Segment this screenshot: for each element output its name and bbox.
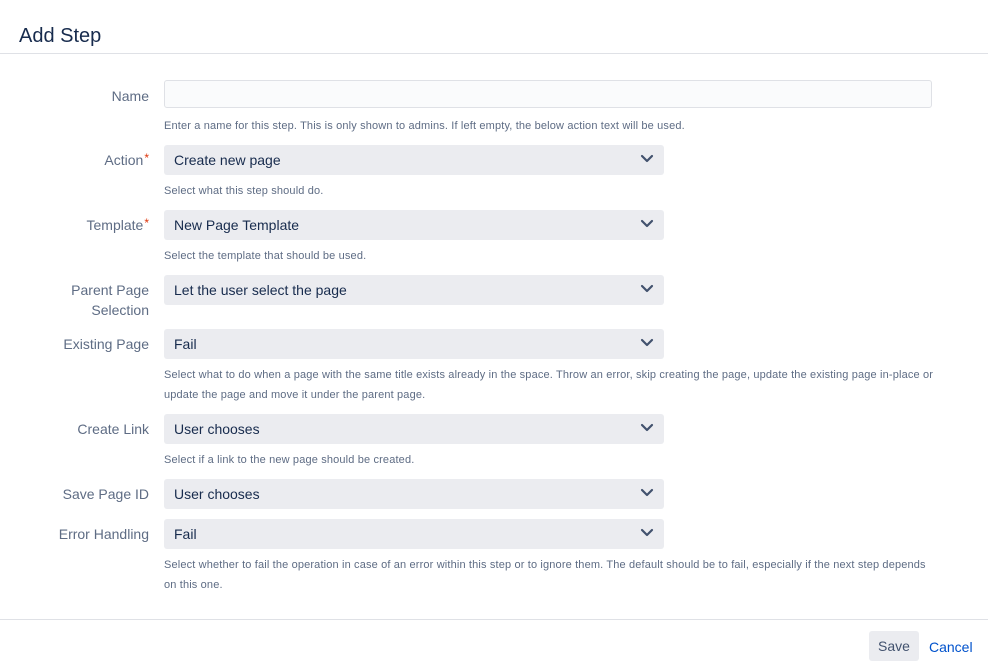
parent-page-select-value: Let the user select the page (174, 282, 347, 298)
parent-page-selection-select[interactable] (164, 275, 664, 305)
create-link-help: Select if a link to the new page should be created. (164, 454, 415, 466)
create-link-label: Create Link (77, 421, 149, 437)
chevron-down-icon (640, 284, 654, 294)
save-button[interactable]: Save (869, 631, 919, 661)
existing-page-label: Existing Page (63, 336, 149, 352)
create-link-select[interactable] (164, 414, 664, 444)
action-select-value: Create new page (174, 152, 281, 168)
save-page-id-label: Save Page ID (62, 486, 149, 502)
action-label: Action* (104, 151, 149, 168)
chevron-down-icon (640, 219, 654, 229)
existing-page-select[interactable] (164, 329, 664, 359)
parent-page-label-line1: Parent Page (71, 282, 149, 298)
required-marker: * (144, 151, 149, 165)
chevron-down-icon (640, 338, 654, 348)
required-marker: * (144, 216, 149, 230)
template-help: Select the template that should be used. (164, 250, 367, 262)
dialog-title: Add Step (19, 25, 102, 47)
template-select[interactable] (164, 210, 664, 240)
action-select[interactable] (164, 145, 664, 175)
create-link-select-value: User chooses (174, 421, 260, 437)
action-help: Select what this step should do. (164, 185, 324, 197)
save-page-id-select[interactable] (164, 479, 664, 509)
chevron-down-icon (640, 154, 654, 164)
chevron-down-icon (640, 528, 654, 538)
chevron-down-icon (640, 423, 654, 433)
name-label: Name (111, 88, 149, 104)
error-handling-select-value: Fail (174, 526, 197, 542)
dialog-footer (0, 619, 988, 671)
existing-page-select-value: Fail (174, 336, 197, 352)
save-page-id-select-value: User chooses (174, 486, 260, 502)
parent-page-selection-label (71, 280, 149, 320)
existing-page-help: Select what to do when a page with the same title exists already in the space. Throw an error, skip creating the page, update the existing page in-place or update the page and move it under the parent page. (164, 369, 934, 401)
parent-page-label-line2: Selection (91, 302, 149, 318)
name-input[interactable] (164, 80, 932, 108)
chevron-down-icon (640, 488, 654, 498)
name-help: Enter a name for this step. This is only shown to admins. If left empty, the below action text will be used. (164, 120, 685, 132)
template-label: Template* (86, 216, 149, 233)
template-select-value: New Page Template (174, 217, 300, 233)
dialog-header (0, 0, 988, 54)
cancel-link[interactable]: Cancel (929, 639, 973, 655)
error-handling-help: Select whether to fail the operation in case of an error within this step or to ignore them. The default should be to fail, especially if the next step depends on this one. (164, 559, 926, 591)
error-handling-label: Error Handling (58, 526, 149, 542)
error-handling-select[interactable] (164, 519, 664, 549)
